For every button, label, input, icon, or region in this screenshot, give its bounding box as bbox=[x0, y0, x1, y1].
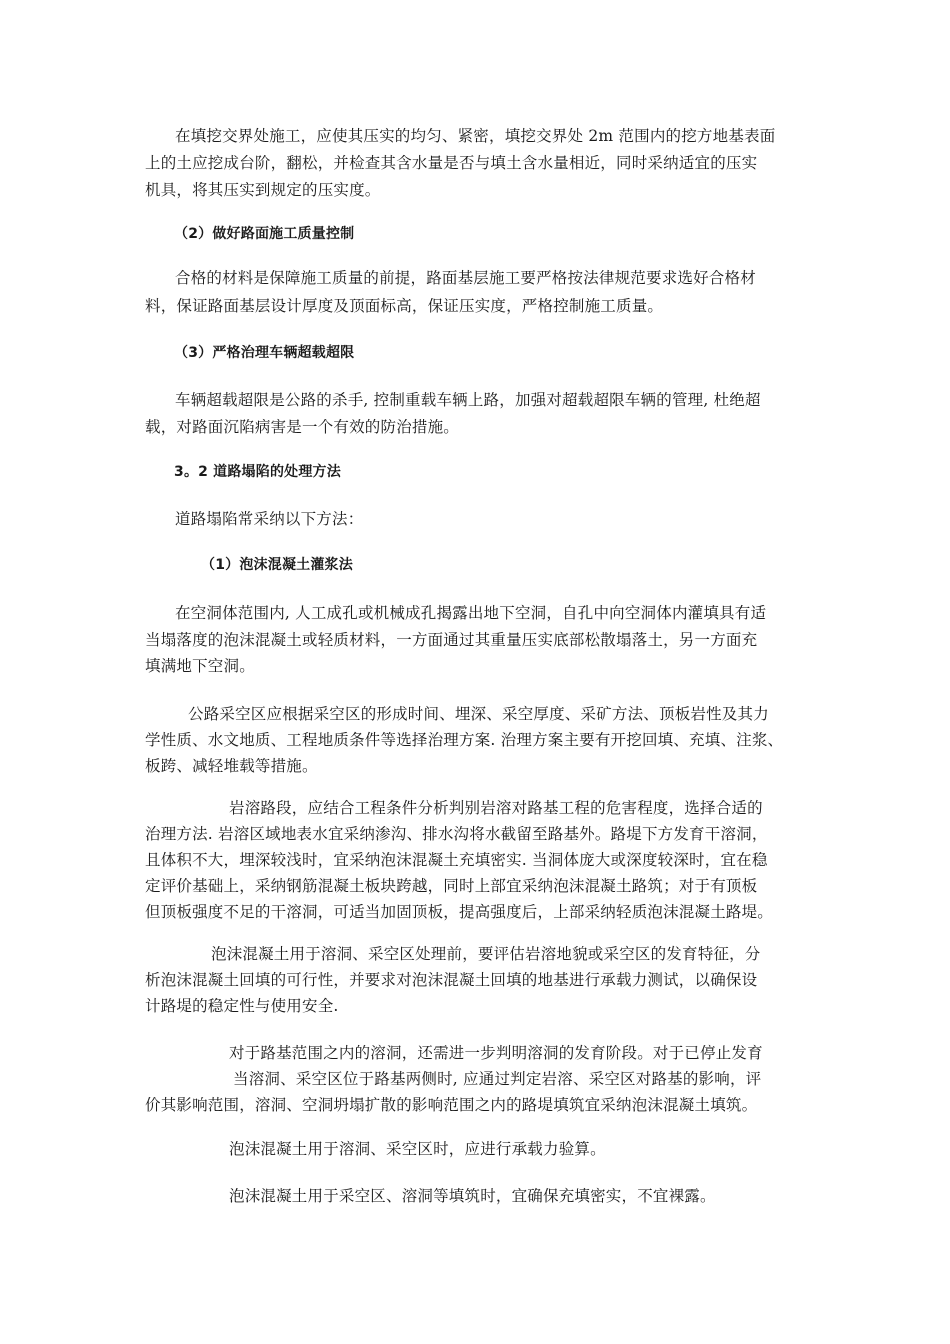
paragraph-line: 在空洞体范围内, 人工成孔或机械成孔揭露出地下空洞，自孔中向空洞体内灌填具有适 bbox=[175, 604, 767, 622]
paragraph-line: 机具，将其压实到规定的压实度。 bbox=[145, 181, 381, 199]
paragraph-line: 且体积不大，埋深较浅时，宜采纳泡沫混凝土充填密实. 当洞体庞大或深度较深时，宜在稳 bbox=[145, 851, 768, 869]
paragraph-line: 定评价基础上，采纳钢筋混凝土板块跨越，同时上部宜采纳泡沫混凝土路筑；对于有顶板 bbox=[145, 877, 758, 895]
paragraph-line: 治理方法. 岩溶区域地表水宜采纳渗沟、排水沟将水截留至路基外。路堤下方发育干溶洞， bbox=[145, 825, 768, 843]
section-heading: （3）严格治理车辆超载超限 bbox=[174, 345, 355, 361]
paragraph-line: 道路塌陷常采纳以下方法： bbox=[175, 510, 364, 528]
section-heading: （2）做好路面施工质量控制 bbox=[174, 226, 355, 242]
paragraph-line: 当溶洞、采空区位于路基两侧时, 应通过判定岩溶、采空区对路基的影响，评 bbox=[233, 1070, 762, 1088]
paragraph-line: 岩溶路段，应结合工程条件分析判别岩溶对路基工程的危害程度，选择合适的 bbox=[229, 799, 763, 817]
paragraph-line: 泡沫混凝土用于溶洞、采空区时，应进行承载力验算。 bbox=[229, 1140, 606, 1158]
paragraph-line: 学性质、水文地质、工程地质条件等选择治理方案. 治理方案主要有开挖回填、充填、注浆、 bbox=[145, 731, 784, 749]
paragraph-line: 板跨、减轻堆载等措施。 bbox=[145, 757, 318, 775]
paragraph-line: 计路堤的稳定性与使用安全. bbox=[145, 997, 339, 1015]
paragraph-line: 填满地下空洞。 bbox=[145, 657, 255, 675]
paragraph-line: 车辆超载超限是公路的杀手, 控制重载车辆上路，加强对超载超限车辆的管理, 杜绝超 bbox=[175, 391, 761, 409]
paragraph-line: 合格的材料是保障施工质量的前提，路面基层施工要严格按法律规范要求选好合格材 bbox=[175, 269, 756, 287]
paragraph-line: 在填挖交界处施工，应使其压实的均匀、紧密，填挖交界处 2m 范围内的挖方地基表面 bbox=[175, 127, 776, 145]
paragraph-line: 料，保证路面基层设计厚度及顶面标高，保证压实度，严格控制施工质量。 bbox=[145, 297, 664, 315]
paragraph-line: 载，对路面沉陷病害是一个有效的防治措施。 bbox=[145, 418, 460, 436]
paragraph-line: 上的土应挖成台阶，翻松，并检查其含水量是否与填土含水量相近，同时采纳适宜的压实 bbox=[145, 154, 758, 172]
section-heading: （1）泡沫混凝土灌浆法 bbox=[201, 557, 353, 573]
paragraph-line: 公路采空区应根据采空区的形成时间、埋深、采空厚度、采矿方法、顶板岩性及其力 bbox=[188, 705, 769, 723]
paragraph-line: 对于路基范围之内的溶洞，还需进一步判明溶洞的发育阶段。对于已停止发育 bbox=[229, 1044, 763, 1062]
paragraph-line: 析泡沫混凝土回填的可行性，并要求对泡沫混凝土回填的地基进行承载力测试，以确保设 bbox=[145, 971, 758, 989]
paragraph-line: 泡沫混凝土用于溶洞、采空区处理前，要评估岩溶地貌或采空区的发育特征，分 bbox=[211, 945, 761, 963]
paragraph-line: 但顶板强度不足的干溶洞，可适当加固顶板，提高强度后，上部采纳轻质泡沫混凝土路堤。 bbox=[145, 903, 774, 921]
paragraph-line: 当塌落度的泡沫混凝土或轻质材料，一方面通过其重量压实底部松散塌落土，另一方面充 bbox=[145, 631, 758, 649]
section-heading: 3。2 道路塌陷的处理方法 bbox=[174, 464, 341, 480]
paragraph-line: 泡沫混凝土用于采空区、溶洞等填筑时，宜确保充填密实，不宜裸露。 bbox=[229, 1187, 716, 1205]
paragraph-line: 价其影响范围，溶洞、空洞坍塌扩散的影响范围之内的路堤填筑宜采纳泡沫混凝土填筑。 bbox=[145, 1096, 758, 1114]
